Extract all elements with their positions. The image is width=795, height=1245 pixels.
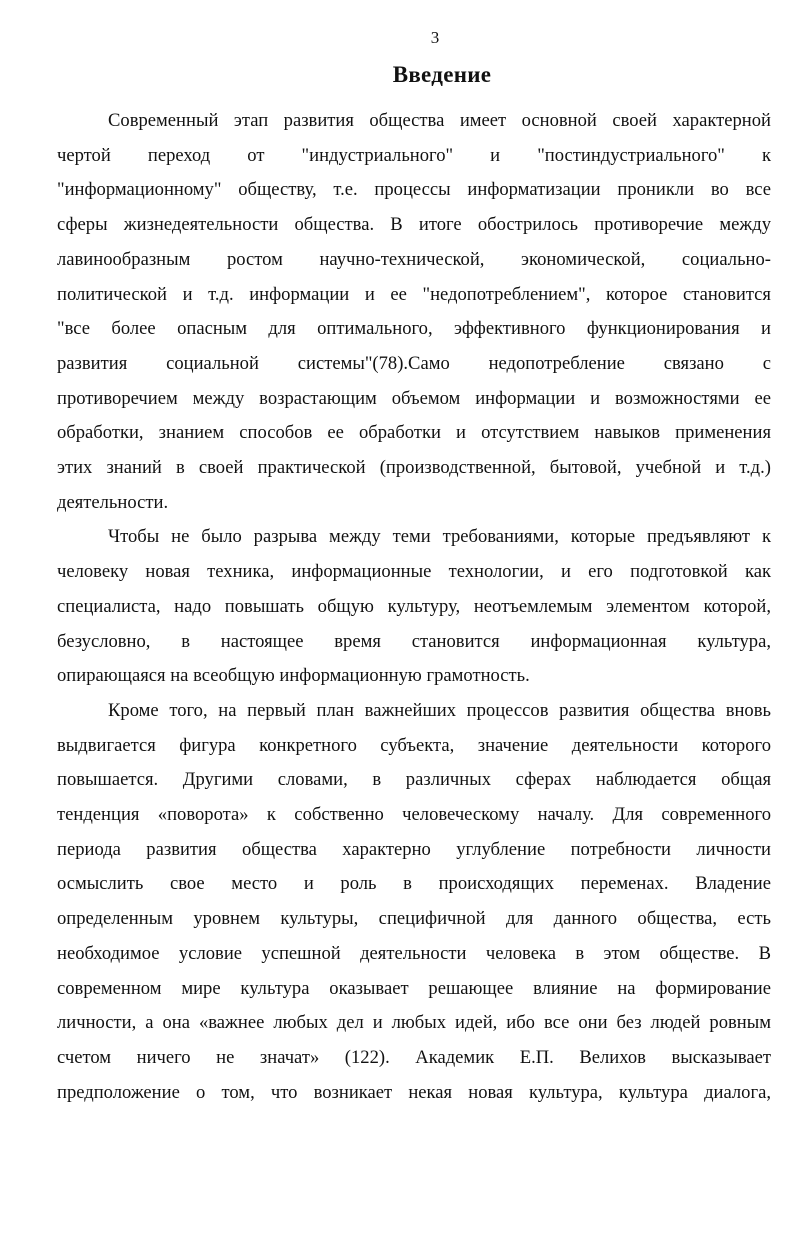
text-line: Современный этап развития общества имеет основной своей характерной (108, 110, 771, 131)
paragraph-2 (57, 520, 771, 694)
text-line: чертой переход от "индустриального" и "постиндустриального" к (57, 144, 771, 166)
text-line: человеку новая техника, информационные технологии, и его подготовкой как (57, 561, 771, 583)
text-line: лавинообразным ростом научно-технической, экономической, социально- (57, 248, 771, 270)
text-line: противоречием между возрастающим объемом информации и возможностями ее (57, 387, 771, 409)
text-line: личности, а она «важнее любых дел и любых идей, ибо все они без людей ровным (57, 1012, 771, 1034)
text-line: развития социальной системы"(78).Само недопотребление связано с (57, 352, 771, 374)
text-line: "информационному" обществу, т.е. процессы информатизации проникли во все (57, 179, 771, 201)
paragraph-1 (57, 104, 771, 520)
body-text (57, 104, 771, 1110)
page-number: 3 (430, 28, 440, 47)
text-line: обработки, знанием способов ее обработки и отсутствием навыков применения (57, 422, 771, 444)
text-line: осмыслить свое место и роль в происходящих переменах. Владение (57, 873, 771, 895)
text-line: безусловно, в настоящее время становится информационная культура, (57, 630, 771, 652)
text-line: "все более опасным для оптимального, эффективного функционирования и (57, 318, 771, 340)
text-line: необходимое условие успешной деятельности человека в этом обществе. В (57, 942, 771, 964)
text-line: выдвигается фигура конкретного субъекта, значение деятельности которого (57, 734, 771, 756)
text-line: определенным уровнем культуры, специфичной для данного общества, есть (57, 908, 771, 930)
page-title: Введение (392, 62, 492, 87)
text-line: периода развития общества характерно углубление потребности личности (57, 838, 771, 860)
text-line: деятельности. (57, 491, 169, 513)
text-line: повышается. Другими словами, в различных сферах наблюдается общая (57, 769, 771, 791)
text-line: Кроме того, на первый план важнейших процессов развития общества вновь (108, 699, 771, 721)
text-line: счетом ничего не значат» (122). Академик Е.П. Велихов высказывает (57, 1046, 771, 1068)
text-line: опирающаяся на всеобщую информационную грамотность. (57, 665, 530, 687)
text-line: сферы жизнедеятельности общества. В итоге обострилось противоречие между (57, 214, 771, 236)
text-line: политической и т.д. информации и ее "недопотреблением", которое становится (57, 283, 771, 305)
text-line: тенденция «поворота» к собственно человеческому началу. Для современного (57, 804, 771, 826)
paragraph-3 (57, 694, 771, 1110)
text-line: специалиста, надо повышать общую культуру, неотъемлемым элементом которой, (57, 595, 771, 617)
text-line: этих знаний в своей практической (производственной, бытовой, учебной и т.д.) (57, 457, 771, 479)
text-line: предположение о том, что возникает некая новая культура, культура диалога, (57, 1081, 771, 1103)
text-line: Чтобы не было разрыва между теми требованиями, которые предъявляют к (108, 526, 771, 548)
text-line: современном мире культура оказывает решающее влияние на формирование (57, 977, 771, 999)
